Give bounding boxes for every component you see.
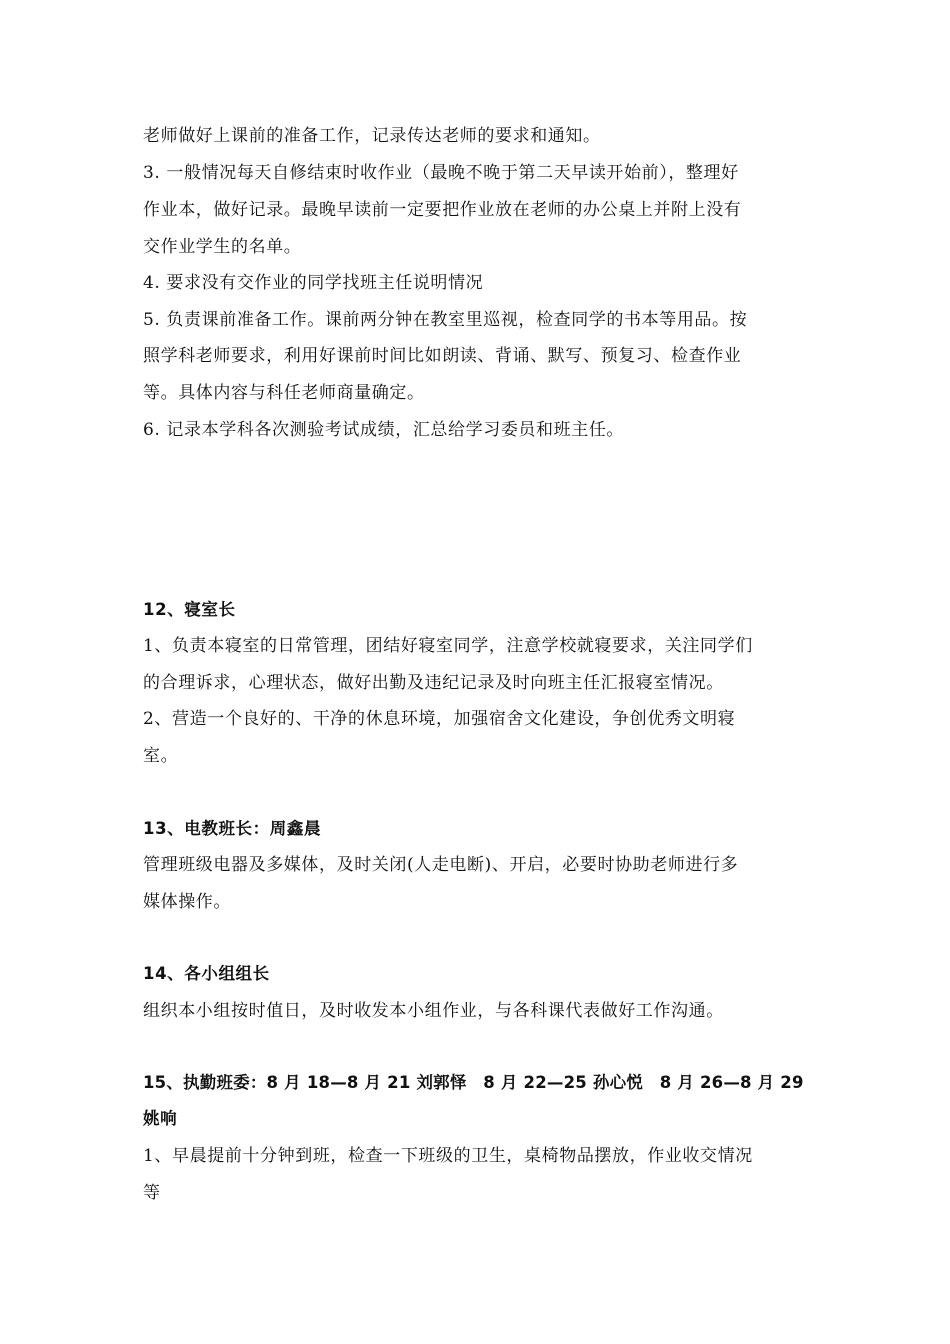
section-heading: 12、寝室长 bbox=[143, 600, 236, 619]
section-heading: 14、各小组组长 bbox=[143, 964, 270, 983]
body-text-line: 2、营造一个良好的、干净的休息环境，加强宿舍文化建设，争创优秀文明寝 bbox=[143, 709, 736, 729]
body-text-line: 的合理诉求，心理状态，做好出勤及违纪记录及时向班主任汇报寝室情况。 bbox=[143, 673, 724, 693]
body-text-line: 6. 记录本学科各次测验考试成绩，汇总给学习委员和班主任。 bbox=[143, 420, 625, 440]
section-heading: 15、执勤班委：8 月 18—8 月 21 刘郭怿 8 月 22—25 孙心悦 8 月 26—8 月 29 bbox=[143, 1073, 804, 1092]
body-text-line: 交作业学生的名单。 bbox=[143, 237, 302, 257]
body-text-line: 组织本小组按时值日，及时收发本小组作业，与各科课代表做好工作沟通。 bbox=[143, 1001, 724, 1021]
body-text-line: 4. 要求没有交作业的同学找班主任说明情况 bbox=[143, 273, 484, 293]
body-text-line: 室。 bbox=[143, 746, 179, 766]
body-text-line: 照学科老师要求，利用好课前时间比如朗读、背诵、默写、预复习、检查作业 bbox=[143, 346, 742, 366]
body-text-line: 作业本，做好记录。最晚早读前一定要把作业放在老师的办公桌上并附上没有 bbox=[143, 200, 742, 220]
section-heading: 13、电教班长：周鑫晨 bbox=[143, 819, 322, 838]
body-text-line: 等 bbox=[143, 1183, 161, 1203]
body-text-line: 1、负责本寝室的日常管理，团结好寝室同学，注意学校就寝要求，关注同学们 bbox=[143, 636, 753, 656]
body-text-line: 等。具体内容与科任老师商量确定。 bbox=[143, 383, 425, 403]
section-heading-continued: 姚响 bbox=[143, 1109, 178, 1128]
body-text-line: 5. 负责课前准备工作。课前两分钟在教室里巡视，检查同学的书本等用品。按 bbox=[143, 310, 748, 330]
body-text-line: 老师做好上课前的准备工作，记录传达老师的要求和通知。 bbox=[143, 126, 601, 146]
body-text-line: 1、早晨提前十分钟到班，检查一下班级的卫生，桌椅物品摆放，作业收交情况 bbox=[143, 1146, 753, 1166]
body-text-line: 管理班级电器及多媒体，及时关闭(人走电断)、开启，必要时协助老师进行多 bbox=[143, 855, 739, 875]
body-text-line: 媒体操作。 bbox=[143, 892, 231, 912]
body-text-line: 3. 一般情况每天自修结束时收作业（最晚不晚于第二天早读开始前），整理好 bbox=[143, 163, 739, 183]
